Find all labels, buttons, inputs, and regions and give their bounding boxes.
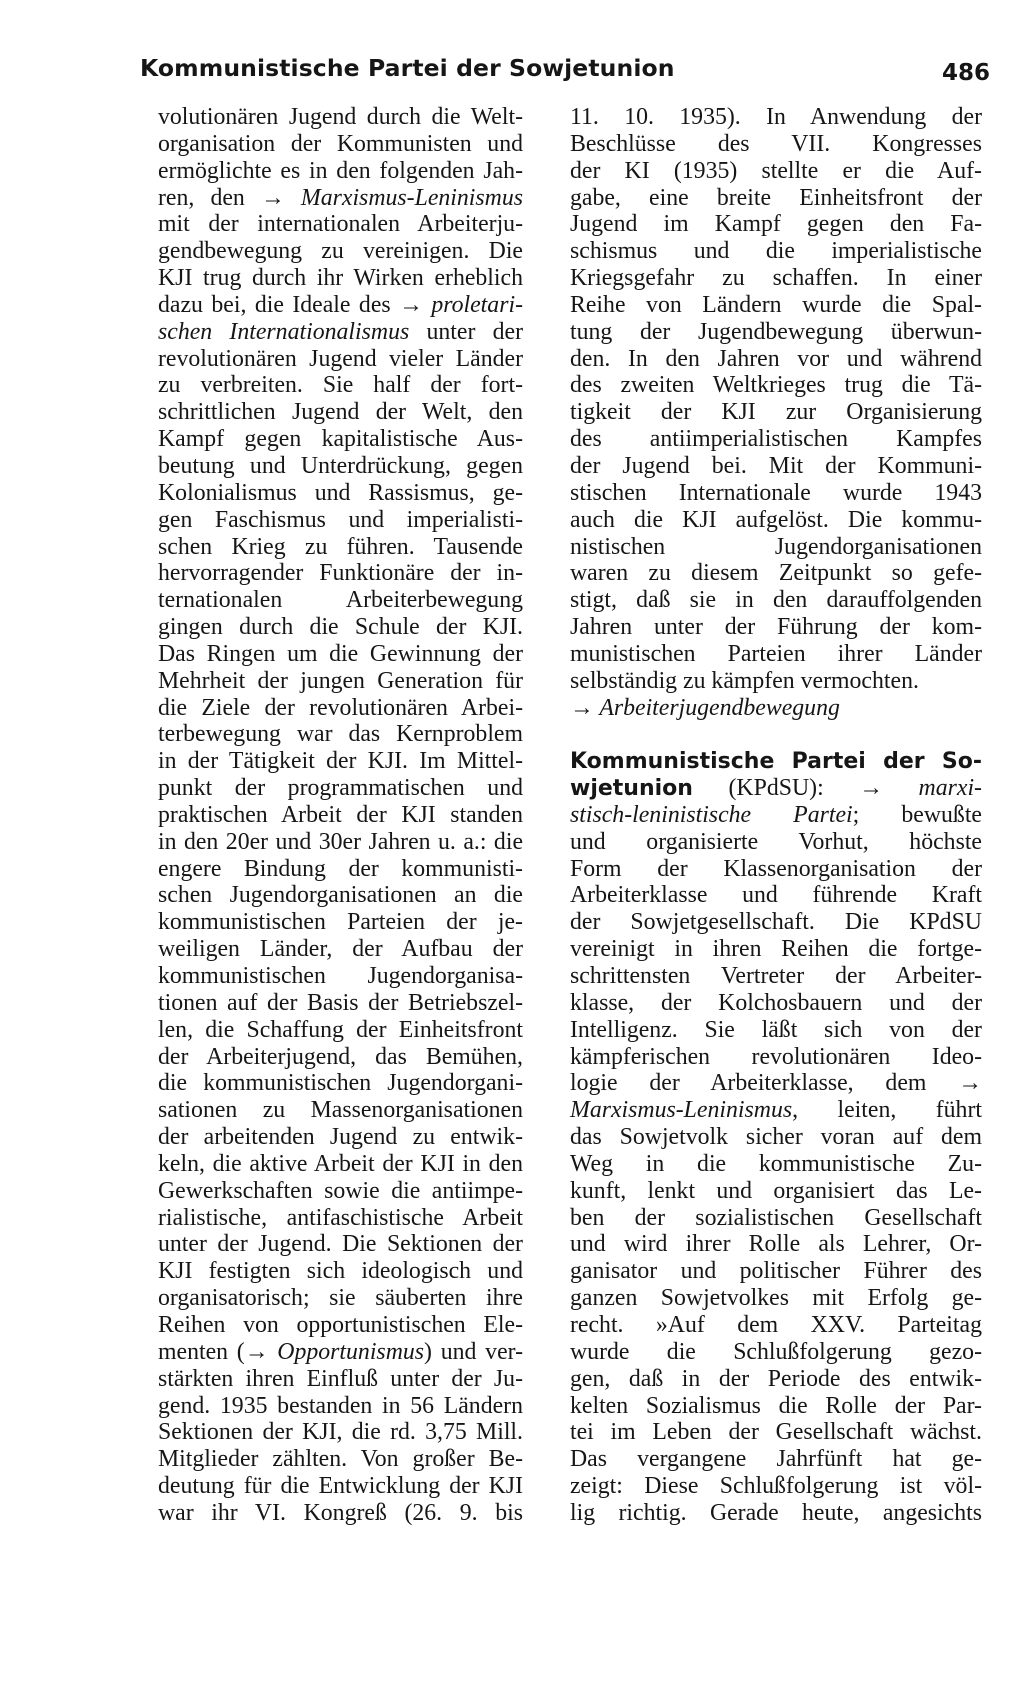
text-run: dazu bei, die Ideale des (158, 291, 400, 318)
cross-reference: → (958, 1070, 982, 1097)
entry-headword: wjetunion (570, 776, 693, 802)
text-run: gen, daß in der Periode des entwik- (570, 1365, 982, 1392)
text-run: war ihr VI. Kongreß (26. 9. bis (158, 1499, 523, 1526)
text-line (158, 990, 523, 1017)
text-line (158, 775, 523, 802)
text-run: Mehrheit der jungen Generation für (158, 667, 523, 694)
cross-reference: stisch-leninistische Partei (570, 801, 853, 828)
text-run: punkt der programmatischen und (158, 775, 523, 802)
text-line (570, 1446, 982, 1473)
text-line (570, 641, 982, 668)
text-line (570, 829, 982, 856)
paragraph-gap (570, 721, 982, 748)
text-line (570, 1205, 982, 1232)
text-run: des antiimperialistischen Kampfes (570, 426, 982, 453)
text-line (158, 346, 523, 373)
text-line (570, 534, 982, 561)
text-line (570, 802, 982, 829)
text-line (158, 1312, 523, 1339)
text-run: gingen durch die Schule der KJI. (158, 614, 523, 641)
text-run: menten ( (158, 1338, 245, 1365)
text-run: logie der Arbeiterklasse, dem (570, 1070, 959, 1097)
text-run: , leiten, führt (792, 1097, 982, 1124)
text-run: weiligen Länder, der Aufbau der (158, 936, 523, 963)
text-line (158, 1044, 523, 1071)
text-run: der arbeitenden Jugend zu entwik- (158, 1124, 523, 1151)
text-line (570, 507, 982, 534)
text-run: den. In den Jahren vor und während (570, 345, 982, 372)
text-line (158, 802, 523, 829)
running-header-title: Kommunistische Partei der Sowjetunion (140, 54, 675, 82)
text-run: Jugend im Kampf gegen den Fa- (570, 211, 982, 238)
text-run: gen Faschismus und imperialisti- (158, 506, 523, 533)
text-line (158, 238, 523, 265)
text-line (570, 560, 982, 587)
text-column-left (158, 104, 523, 1527)
text-line (570, 1017, 982, 1044)
text-run: engere Bindung der kommunisti- (158, 855, 523, 882)
text-line (570, 1070, 982, 1097)
text-line (570, 587, 982, 614)
text-run: deutung für die Entwicklung der KJI (158, 1473, 523, 1500)
text-line (570, 1124, 982, 1151)
text-line (570, 399, 982, 426)
text-run: schismus und die imperialistische (570, 238, 982, 265)
text-run: Jahren unter der Führung der kom- (570, 614, 982, 641)
text-line (570, 372, 982, 399)
page-number: 486 (941, 60, 990, 86)
text-line (570, 453, 982, 480)
entry-headword: Kommunistische Partei der So- (570, 749, 982, 775)
text-line (158, 131, 523, 158)
text-run: Intelligenz. Sie läßt sich von der (570, 1016, 982, 1043)
text-run: tung der Jugendbewegung überwun- (570, 318, 982, 345)
text-run: die Ziele der revolutionären Arbei- (158, 694, 523, 721)
text-run: die kommunistischen Jugendorgani- (158, 1070, 523, 1097)
text-run: ) und ver- (424, 1338, 523, 1365)
text-line (570, 1285, 982, 1312)
text-run: kommunistischen Parteien der je- (158, 909, 523, 936)
text-line (570, 265, 982, 292)
text-run: des zweiten Weltkrieges trug die Tä- (570, 372, 982, 399)
text-line (158, 319, 523, 346)
text-run: Reihen von opportunistischen Ele- (158, 1311, 523, 1338)
text-line (570, 292, 982, 319)
text-line (570, 426, 982, 453)
text-line (570, 1151, 982, 1178)
text-run: ben der sozialistischen Gesellschaft (570, 1204, 982, 1231)
text-line (158, 1500, 523, 1527)
text-line (158, 748, 523, 775)
text-line (570, 1312, 982, 1339)
text-line (158, 1124, 523, 1151)
text-run: stischen Internationale wurde 1943 (570, 479, 982, 506)
text-run: Beschlüsse des VII. Kongresses (570, 130, 982, 157)
text-line (158, 1070, 523, 1097)
text-run: ; bewußte (852, 801, 982, 828)
text-run: KJI trug durch ihr Wirken erheblich (158, 265, 523, 292)
text-run: (KPdSU): (692, 775, 860, 802)
text-line (158, 1151, 523, 1178)
text-run: 11. 10. 1935). In Anwendung der (570, 104, 982, 130)
text-run: Sektionen der KJI, die rd. 3,75 Mill. (158, 1419, 523, 1446)
text-run: stigt, daß sie in den darauffolgenden (570, 587, 982, 614)
text-run: terbewegung war das Kernproblem (158, 721, 523, 748)
text-run: Kolonialismus und Rassismus, ge- (158, 479, 523, 506)
text-run: praktischen Arbeit der KJI standen (158, 801, 523, 828)
text-run: Form der Klassenorganisation der (570, 855, 982, 882)
text-line (158, 909, 523, 936)
text-line (158, 936, 523, 963)
text-run: recht. »Auf dem XXV. Parteitag (570, 1311, 982, 1338)
text-line (158, 104, 523, 131)
text-run: auch die KJI aufgelöst. Die kommu- (570, 506, 982, 533)
text-run: KJI festigten sich ideologisch und (158, 1258, 523, 1285)
text-run: selbständig zu kämpfen vermochten. (570, 667, 919, 694)
text-line (570, 1393, 982, 1420)
text-run: waren zu diesem Zeitpunkt so gefe- (570, 560, 982, 587)
text-line (570, 1339, 982, 1366)
text-run: klasse, der Kolchosbauern und der (570, 989, 982, 1016)
text-run: schen Krieg zu führen. Tausende (158, 533, 523, 560)
text-run: ermöglichte es in den folgenden Jah- (158, 157, 523, 184)
text-run: Kriegsgefahr zu schaffen. In einer (570, 265, 982, 292)
text-line (158, 453, 523, 480)
text-run: der Arbeiterjugend, das Bemühen, (158, 1043, 523, 1070)
text-run: Das Ringen um die Gewinnung der (158, 640, 523, 667)
text-run: keln, die aktive Arbeit der KJI in den (158, 1150, 523, 1177)
text-line (570, 1500, 982, 1527)
cross-reference: → Marxismus-Leninismus (260, 184, 524, 211)
text-line (158, 1339, 523, 1366)
text-run: Kampf gegen kapitalistische Aus- (158, 426, 523, 453)
text-line (570, 319, 982, 346)
text-line (158, 1366, 523, 1393)
text-line (158, 292, 523, 319)
text-run: volutionären Jugend durch die Welt- (158, 104, 523, 130)
text-run: der KI (1935) stellte er die Auf- (570, 157, 982, 184)
text-line (570, 131, 982, 158)
text-run: und organisierte Vorhut, höchste (570, 828, 982, 855)
text-line (570, 1473, 982, 1500)
text-line (570, 1044, 982, 1071)
text-run: zeigt: Diese Schlußfolgerung ist völ- (570, 1473, 982, 1500)
text-line (158, 211, 523, 238)
text-run: mit der internationalen Arbeiterju- (158, 211, 523, 238)
text-run: tionen auf der Basis der Betriebszel- (158, 989, 523, 1016)
text-line (570, 856, 982, 883)
text-line (570, 775, 982, 802)
text-line (570, 211, 982, 238)
text-run: kelten Sozialismus die Rolle der Par- (570, 1392, 982, 1419)
text-line (158, 426, 523, 453)
text-run: der Sowjetgesellschaft. Die KPdSU (570, 909, 982, 936)
text-line (158, 560, 523, 587)
text-line (570, 1419, 982, 1446)
text-line (158, 185, 523, 212)
text-run: kämpferischen revolutionären Ideo- (570, 1043, 982, 1070)
text-run: unter der Jugend. Die Sektionen der (158, 1231, 523, 1258)
text-run: Reihe von Ländern wurde die Spal- (570, 291, 982, 318)
text-line (570, 668, 982, 695)
text-run: kunft, lenkt und organisiert das Le- (570, 1177, 982, 1204)
text-line (158, 856, 523, 883)
text-run: wurde die Schlußfolgerung gezo- (570, 1338, 982, 1365)
text-line (158, 668, 523, 695)
text-run: gend. 1935 bestanden in 56 Ländern (158, 1392, 523, 1419)
text-line (158, 158, 523, 185)
text-line (158, 1205, 523, 1232)
text-line (570, 1178, 982, 1205)
text-run: zu verbreiten. Sie half der fort- (158, 372, 523, 399)
text-run: vereinigt in ihren Reihen die fortge- (570, 936, 982, 963)
text-line (570, 882, 982, 909)
text-line (158, 1393, 523, 1420)
text-line (158, 1446, 523, 1473)
text-run: beutung und Unterdrückung, gegen (158, 452, 523, 479)
text-line (158, 963, 523, 990)
text-line (158, 695, 523, 722)
text-run: organisation der Kommunisten und (158, 130, 523, 157)
text-column-right (570, 104, 982, 1527)
text-line (570, 614, 982, 641)
text-run: ren, den (158, 184, 261, 211)
text-line (570, 1097, 982, 1124)
text-run: Das vergangene Jahrfünft hat ge- (570, 1446, 982, 1473)
cross-reference: → Arbeiterjugendbewegung (570, 694, 840, 721)
text-line (570, 158, 982, 185)
text-line (570, 1231, 982, 1258)
text-line (158, 1017, 523, 1044)
text-run: schen Jugendorganisationen an die (158, 882, 523, 909)
cross-reference: schen Internationalismus (158, 318, 410, 345)
text-line (570, 238, 982, 265)
text-run: Arbeiterklasse und führende Kraft (570, 882, 982, 909)
text-line (570, 748, 982, 775)
text-line (570, 185, 982, 212)
text-run: len, die Schaffung der Einheitsfront (158, 1016, 523, 1043)
text-line (158, 1097, 523, 1124)
cross-reference: → Opportunismus (244, 1338, 425, 1365)
text-run: lig richtig. Gerade heute, angesichts (570, 1499, 982, 1526)
text-line (158, 1258, 523, 1285)
text-line (158, 721, 523, 748)
text-line (158, 1231, 523, 1258)
text-run: das Sowjetvolk sicher voran auf dem (570, 1124, 982, 1151)
cross-reference: → marxi- (859, 775, 982, 802)
cross-reference: Marxismus-Leninismus (570, 1097, 793, 1124)
text-run: in der Tätigkeit der KJI. Im Mittel- (158, 748, 523, 775)
text-run: munistischen Parteien ihrer Länder (570, 640, 982, 667)
text-line (158, 1178, 523, 1205)
text-line (158, 1419, 523, 1446)
text-line (570, 936, 982, 963)
text-line (570, 1366, 982, 1393)
text-line (158, 882, 523, 909)
text-run: rialistische, antifaschistische Arbeit (158, 1204, 523, 1231)
text-run: sationen zu Massenorganisationen (158, 1097, 523, 1124)
text-line (570, 346, 982, 373)
text-line (158, 587, 523, 614)
cross-reference: → proletari- (399, 291, 523, 318)
text-line (570, 990, 982, 1017)
text-line (570, 104, 982, 131)
text-run: Weg in die kommunistische Zu- (570, 1150, 982, 1177)
text-line (158, 829, 523, 856)
text-line (158, 507, 523, 534)
text-run: der Jugend bei. Mit der Kommuni- (570, 452, 982, 479)
text-run: organisatorisch; sie säuberten ihre (158, 1285, 523, 1312)
text-run: nistischen Jugendorganisationen (570, 533, 982, 560)
text-run: Mitglieder zählten. Von großer Be- (158, 1446, 523, 1473)
text-line (158, 399, 523, 426)
text-line (158, 1473, 523, 1500)
text-run: Gewerkschaften sowie die antiimpe- (158, 1177, 523, 1204)
text-line (158, 641, 523, 668)
text-run: tei im Leben der Gesellschaft wächst. (570, 1419, 982, 1446)
text-run: ganisator und politischer Führer des (570, 1258, 982, 1285)
text-line (158, 480, 523, 507)
text-run: hervorragender Funktionäre der in- (158, 560, 523, 587)
text-run: ganzen Sowjetvolkes mit Erfolg ge- (570, 1285, 982, 1312)
text-line (158, 534, 523, 561)
text-line (570, 695, 982, 722)
text-run: gendbewegung zu vereinigen. Die (158, 238, 523, 265)
text-line (158, 614, 523, 641)
text-line (570, 480, 982, 507)
text-run: ternationalen Arbeiterbewegung (158, 587, 523, 614)
text-run: stärkten ihren Einfluß unter der Ju- (158, 1365, 523, 1392)
text-line (158, 372, 523, 399)
text-run: in den 20er und 30er Jahren u. a.: die (158, 828, 523, 855)
text-line (570, 1258, 982, 1285)
text-line (570, 909, 982, 936)
text-line (158, 1285, 523, 1312)
text-line (158, 265, 523, 292)
text-run: revolutionären Jugend vieler Länder (158, 345, 523, 372)
text-run: gabe, eine breite Einheitsfront der (570, 184, 982, 211)
text-run: und wird ihrer Rolle als Lehrer, Or- (570, 1231, 982, 1258)
text-run: schrittensten Vertreter der Arbeiter- (570, 963, 982, 989)
text-run: schrittlichen Jugend der Welt, den (158, 399, 523, 426)
text-run: tigkeit der KJI zur Organisierung (570, 399, 982, 426)
text-run: kommunistischen Jugendorganisa- (158, 963, 523, 989)
text-line (570, 963, 982, 990)
text-run: unter der (409, 318, 523, 345)
